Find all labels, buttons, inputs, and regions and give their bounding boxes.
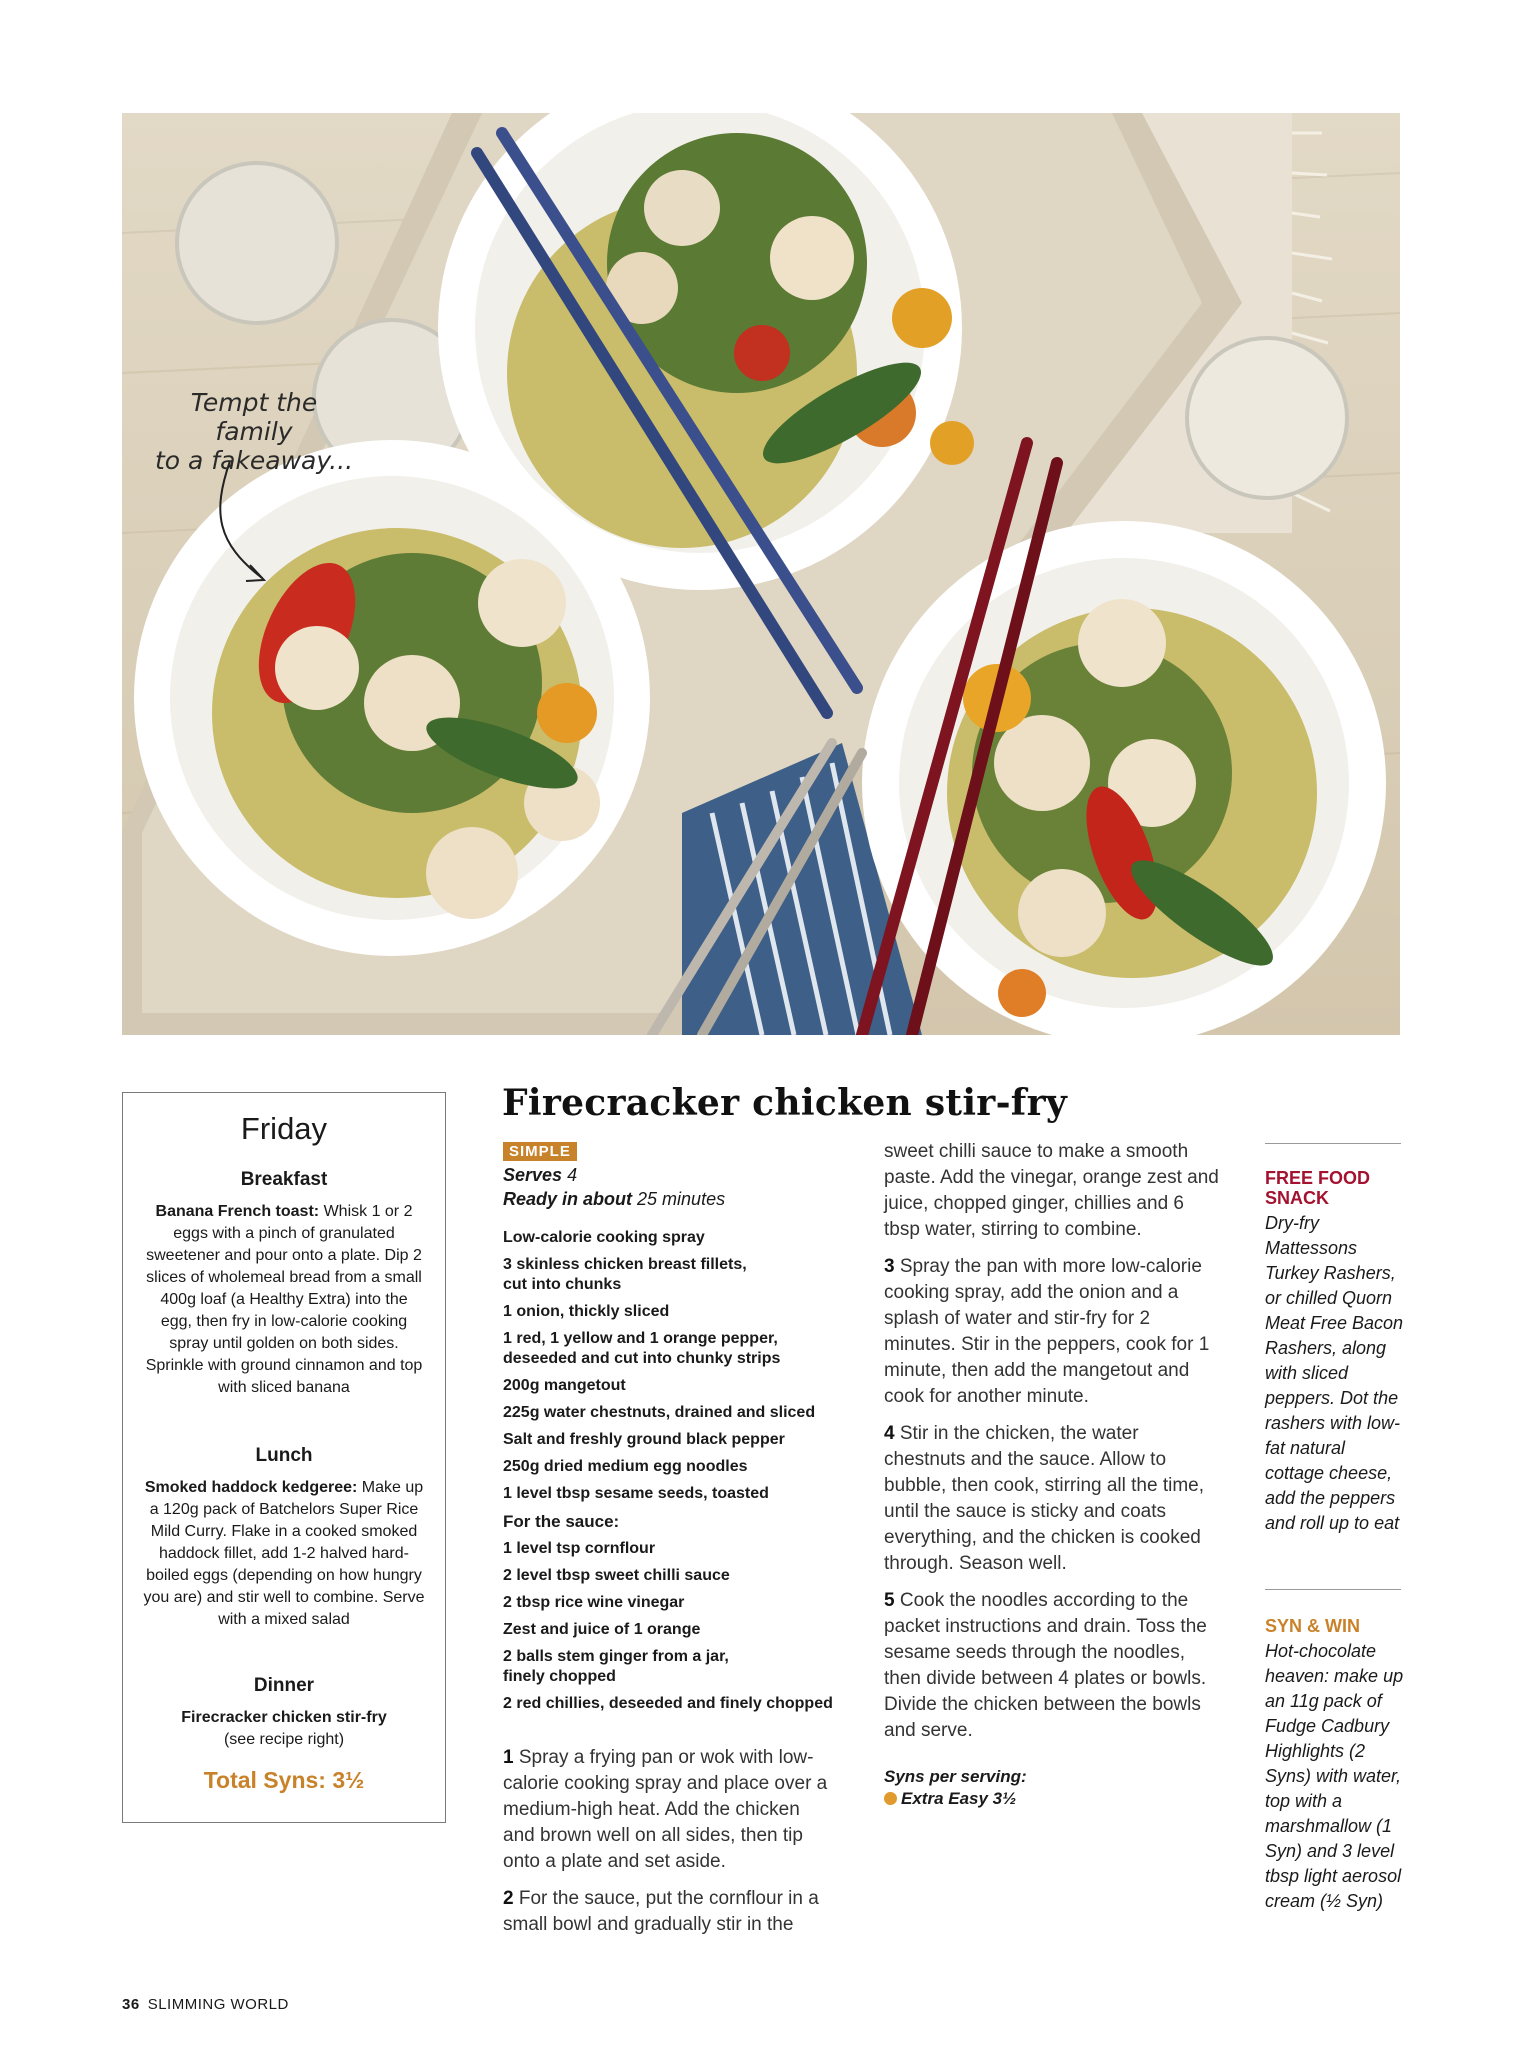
dinner-description: (see recipe right) [223, 1731, 345, 1748]
bowl-left [134, 440, 650, 956]
difficulty-badge: SIMPLE [503, 1142, 577, 1161]
sauce-ingredient: Zest and juice of 1 orange [503, 1621, 701, 1638]
method-column-1 [503, 1745, 833, 1949]
dinner-text [143, 1707, 425, 1751]
step-text: sweet chilli sauce to make a smooth paste. Add the vinegar, orange zest and juice, chopped ginger, chillies and 6 tbsp water, stirring to combine. [884, 1141, 1219, 1240]
sauce-ingredient: 2 balls stem ginger from a jar, finely chopped [503, 1648, 729, 1685]
photo-caption [154, 388, 354, 475]
ingredient: 225g water chestnuts, drained and sliced [503, 1404, 816, 1421]
step-number: 5 [884, 1590, 895, 1611]
extra-easy-dot-icon [884, 1792, 897, 1805]
step-text: Stir in the chicken, the water chestnuts and the sauce. Allow to bubble, then cook, stirring all the time, until the sauce is sticky and coats everything, and the chicken is cooked through. Season well. [884, 1423, 1205, 1574]
step-number: 1 [503, 1747, 514, 1768]
lunch-heading: Lunch [255, 1445, 313, 1466]
total-syns: Total Syns: 3½ [203, 1767, 365, 1793]
method-step [884, 1254, 1219, 1410]
serves-label: Serves [503, 1165, 563, 1185]
page-number: 36 [122, 1996, 140, 2013]
ready-value: 25 minutes [637, 1189, 726, 1209]
caption-line: to a fakeaway... [154, 446, 354, 475]
ingredient: Low-calorie cooking spray [503, 1229, 705, 1246]
sauce-heading: For the sauce: [503, 1512, 620, 1531]
syn-win-text: Hot-chocolate heaven: make up an 11g pack of Fudge Cadbury Highlights (2 Syns) with water, top with a marshmallow (1 Syn) and 3 level tbsp light aerosol cream (½ Syn) [1265, 1641, 1404, 1911]
heading-line: SNACK [1265, 1188, 1330, 1208]
step-number: 2 [503, 1888, 514, 1909]
serves-info [503, 1163, 725, 1211]
stir-fry-illustration [122, 113, 1400, 1035]
serves-value: 4 [567, 1165, 578, 1185]
method-step [884, 1588, 1219, 1744]
method-column-2 [884, 1139, 1219, 1755]
syns-value-row [884, 1788, 1027, 1810]
dinner-heading: Dinner [253, 1675, 315, 1696]
ingredient: 3 skinless chicken breast fillets, cut into chunks [503, 1256, 747, 1293]
bowl-right [862, 521, 1386, 1035]
step-text: Spray a frying pan or wok with low-calorie cooking spray and place over a medium-high heat. Add the chicken and brown well on all sides, then tip onto a plate and set aside. [503, 1747, 828, 1872]
method-step [884, 1139, 1219, 1243]
syns-per-serving [884, 1766, 1027, 1810]
ingredient: Salt and freshly ground black pepper [503, 1431, 785, 1448]
step-text: For the sauce, put the cornflour in a small bowl and gradually stir in the [503, 1888, 819, 1935]
breakfast-heading: Breakfast [240, 1169, 328, 1190]
sauce-ingredient: 2 red chillies, deseeded and finely chopped [503, 1695, 833, 1712]
ingredient: 1 red, 1 yellow and 1 orange pepper, deseeded and cut into chunky strips [503, 1330, 781, 1367]
lunch-text [143, 1477, 425, 1631]
step-text: Spray the pan with more low-calorie cooking spray, add the onion and a splash of water and stir-fry for 2 minutes. Stir in the peppers, cook for 1 minute, then add the mangetout and cook for another minute. [884, 1256, 1210, 1407]
page-footer [122, 1996, 289, 2013]
breakfast-text [143, 1201, 425, 1399]
method-step [503, 1886, 833, 1938]
method-step [884, 1421, 1219, 1577]
sauce-ingredient: 1 level tsp cornflour [503, 1540, 656, 1557]
lunch-description: Make up a 120g pack of Batchelors Super Rice Mild Curry. Flake in a cooked smoked haddock fillet, add 1-2 halved hard-boiled eggs (depending on how hungry you are) and stir well to combine. Serve with a mixed salad [143, 1479, 425, 1628]
ingredient: 1 onion, thickly sliced [503, 1303, 670, 1320]
hero-photo [122, 113, 1400, 1035]
step-text: Cook the noodles according to the packet instructions and drain. Toss the sesame seeds through the noodles, then divide between 4 plates or bowls. Divide the chicken between the bowls and serve. [884, 1590, 1207, 1741]
recipe-title: Firecracker chicken stir-fry [502, 1082, 1068, 1124]
step-number: 4 [884, 1423, 895, 1444]
caption-line: Tempt the family [190, 388, 318, 446]
free-food-heading [1265, 1168, 1370, 1208]
ingredient: 1 level tbsp sesame seeds, toasted [503, 1485, 769, 1502]
sauce-ingredient: 2 tbsp rice wine vinegar [503, 1594, 685, 1611]
ingredient: 200g mangetout [503, 1377, 626, 1394]
breakfast-name: Banana French toast: [155, 1203, 320, 1220]
day-title: Friday [240, 1111, 328, 1146]
syns-label: Syns per serving: [884, 1767, 1027, 1786]
ingredient-list [503, 1228, 843, 1721]
divider [1265, 1589, 1401, 1590]
syns-value: Extra Easy 3½ [901, 1789, 1017, 1808]
magazine-name: SLIMMING WORLD [147, 1996, 289, 2013]
sauce-ingredient: 2 level tbsp sweet chilli sauce [503, 1567, 730, 1584]
syn-win-heading: SYN & WIN [1265, 1616, 1361, 1636]
method-step [503, 1745, 833, 1875]
ready-label: Ready in about [503, 1189, 633, 1209]
divider [1265, 1143, 1401, 1144]
day-plan-box [122, 1092, 446, 1823]
ingredient: 250g dried medium egg noodles [503, 1458, 748, 1475]
lunch-name: Smoked haddock kedgeree: [144, 1479, 358, 1496]
step-number: 3 [884, 1256, 895, 1277]
dinner-name: Firecracker chicken stir-fry [181, 1709, 387, 1726]
heading-line: FREE FOOD [1265, 1168, 1371, 1188]
breakfast-description: Whisk 1 or 2 eggs with a pinch of granulated sweetener and pour onto a plate. Dip 2 slices of wholemeal bread from a small 400g loaf (a Healthy Extra) into the egg, then fry in low-calorie cooking spray until golden on both sides. Sprinkle with ground cinnamon and top with sliced banana [145, 1203, 423, 1396]
free-food-text: Dry-fry Mattessons Turkey Rashers, or chilled Quorn Meat Free Bacon Rashers, along with sliced peppers. Dot the rashers with low-fat natural cottage cheese, add the peppers and roll up to eat [1265, 1213, 1404, 1533]
